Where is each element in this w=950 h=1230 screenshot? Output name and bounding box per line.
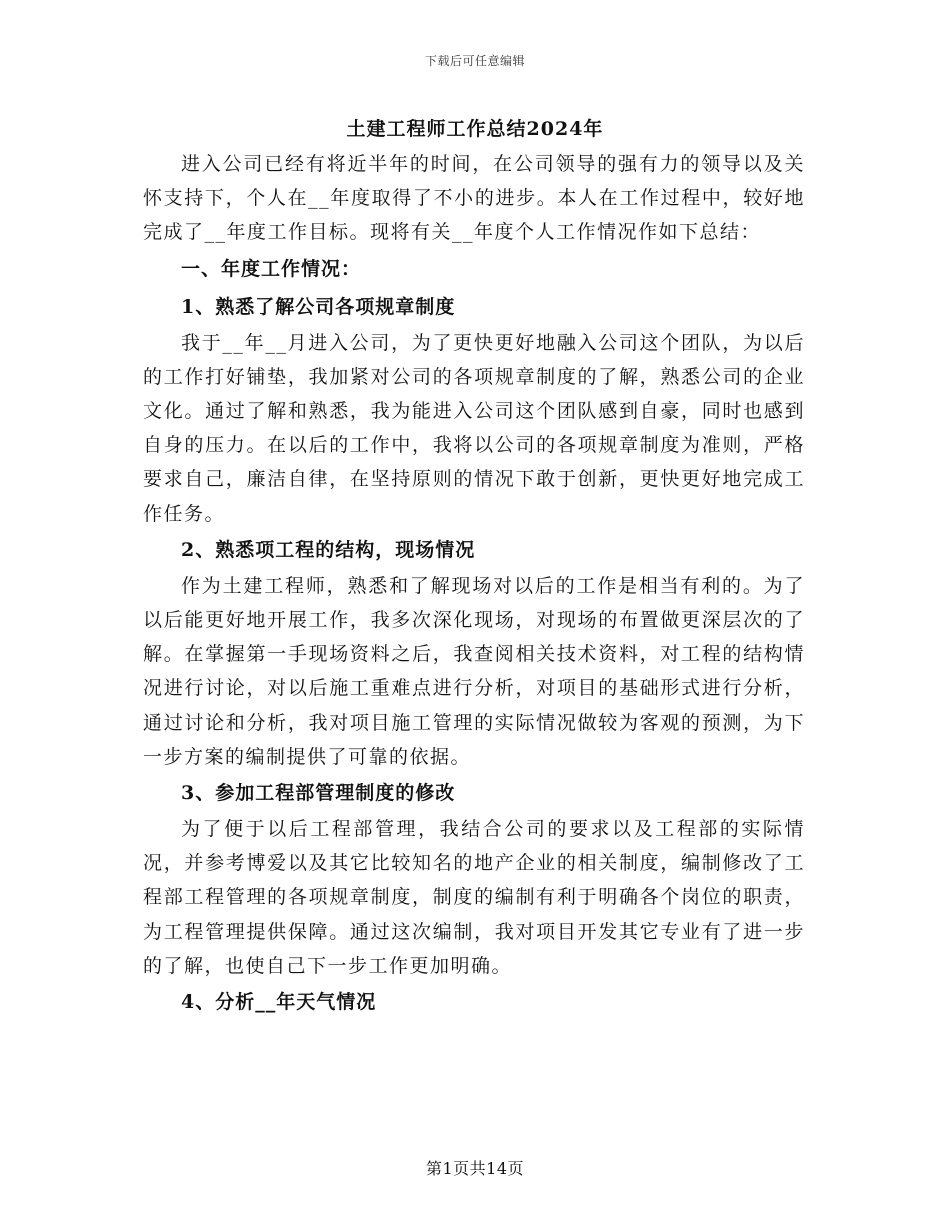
item-heading-management: 3、参加工程部管理制度的修改	[181, 782, 456, 805]
document-title: 土建工程师工作总结2024年	[346, 118, 604, 140]
document-body	[143, 147, 805, 1021]
item-heading-structure: 2、熟悉项工程的结构，现场情况	[181, 538, 476, 561]
intro-paragraph: 进入公司已经有将近半年的时间，在公司领导的强有力的领导以及关怀支持下，个人在__年度取得了不小的进步。本人在工作过程中，较好地完成了__年度工作目标。现将有关__年度个人工作情况作如下总结：	[143, 153, 805, 244]
header-note: 下载后可任意编辑	[424, 54, 525, 68]
item-paragraph-structure: 作为土建工程师，熟悉和了解现场对以后的工作是相当有利的。为了以后能更好地开展工作，我多次深化现场，对现场的布置做更深层次的了解。在掌握第一手现场资料之后，我查阅相关技术资料，对工程的结构情况进行讨论，对以后施工重难点进行分析，对项目的基础形式进行分析，通过讨论和分析，我对项目施工管理的实际情况做较为客观的预测，为下一步方案的编制提供了可靠的依据。	[143, 574, 805, 768]
page-footer: 第1页共14页	[425, 1159, 525, 1178]
item-heading-weather: 4、分析__年天气情况	[181, 991, 377, 1014]
section-heading-annual-work: 一、年度工作情况：	[181, 257, 362, 280]
item-paragraph-management: 为了便于以后工程部管理，我结合公司的要求以及工程部的实际情况，并参考博爱以及其它比较知名的地产企业的相关制度，编制修改了工程部工程管理的各项规章制度，制度的编制有利于明确各个岗位的职责，为工程管理提供保障。通过这次编制，我对项目开发其它专业有了进一步的了解，也使自己下一步工作更加明确。	[143, 818, 805, 977]
item-paragraph-rules: 我于__年__月进入公司，为了更快更好地融入公司这个团队，为以后的工作打好铺垫，我加紧对公司的各项规章制度的了解，熟悉公司的企业文化。通过了解和熟悉，我为能进入公司这个团队感到自豪，同时也感到自身的压力。在以后的工作中，我将以公司的各项规章制度为准则，严格要求自己，廉洁自律，在坚持原则的情况下敢于创新，更快更好地完成工作任务。	[143, 331, 805, 525]
item-heading-rules: 1、熟悉了解公司各项规章制度	[181, 295, 456, 318]
